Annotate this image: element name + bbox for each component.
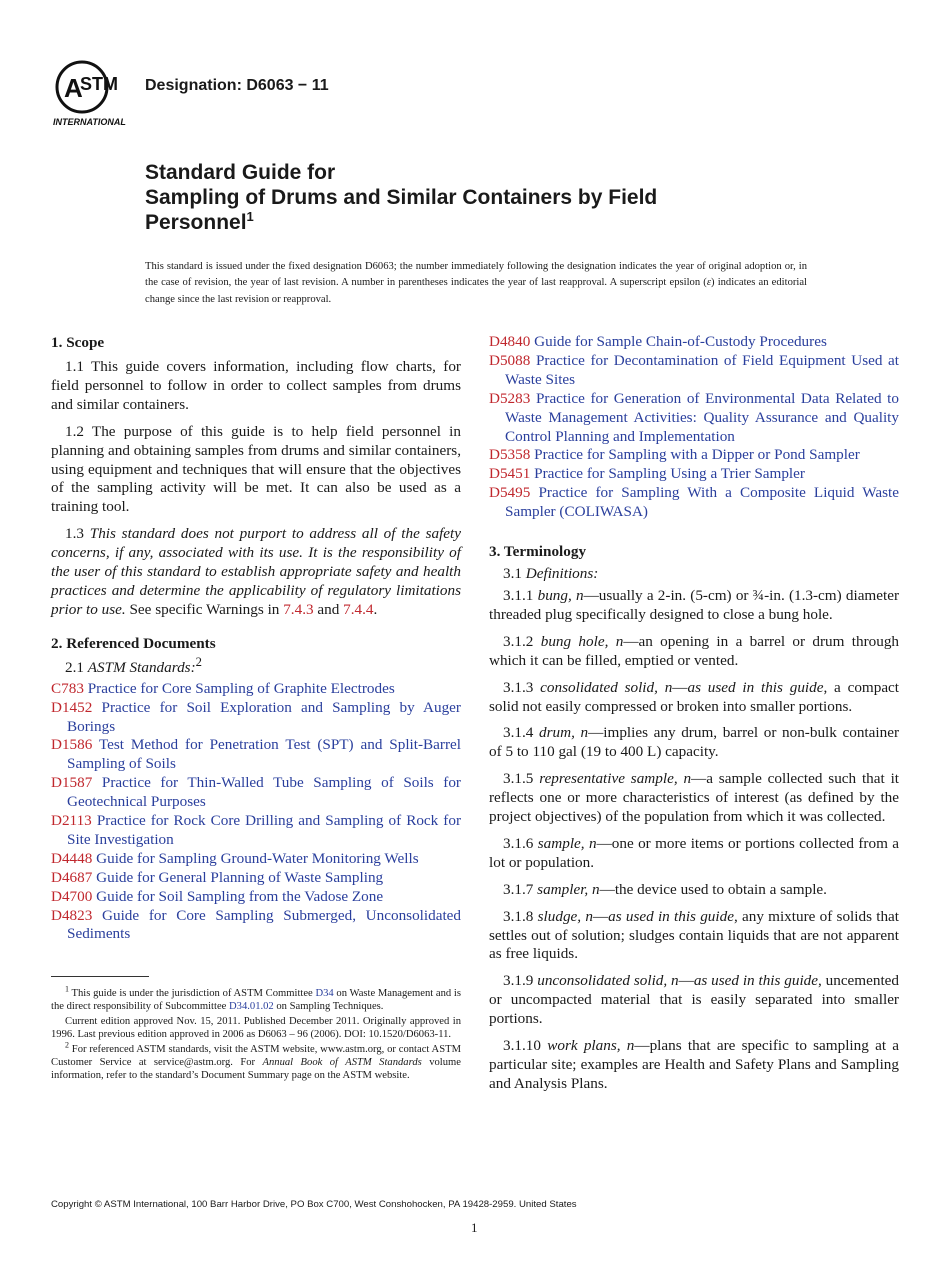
definition-dash: — xyxy=(678,972,694,990)
definition-dash: — xyxy=(596,834,612,852)
left-column xyxy=(51,333,461,944)
scope-1-3 xyxy=(51,525,461,620)
definition-dash: — xyxy=(592,907,609,925)
defs-num: 3.1 xyxy=(503,565,526,583)
reference-item[interactable] xyxy=(489,446,899,465)
reference-code[interactable]: D4448 xyxy=(51,849,93,867)
footnote-1-text-a: This guide is under the jurisdiction of ASTM Committee xyxy=(69,988,316,999)
reference-title[interactable]: Practice for Soil Exploration and Sampling by Auger Borings xyxy=(67,698,461,735)
footnote-2-italic: Annual Book of ASTM Standards xyxy=(262,1057,422,1068)
footnote-1-edition: Current edition approved Nov. 15, 2011. Published December 2011. Originally approved in 1996. Last previous edition approved in 2006 as D6063 – 96 (2006). DOI: 10.1520/D6063-11. xyxy=(51,1016,461,1040)
definition-term: sampler, n xyxy=(537,880,600,898)
definition-text: , uncemented or uncompacted material that is easily separated into smaller portions. xyxy=(489,972,900,1028)
reference-item[interactable] xyxy=(51,680,461,699)
defs-italic: Definitions: xyxy=(525,565,599,583)
notice-epsilon: ε xyxy=(706,277,711,289)
reference-code[interactable]: D5451 xyxy=(489,465,531,483)
reference-item[interactable] xyxy=(51,774,461,812)
definition-term: sample, n xyxy=(537,834,597,852)
reference-code[interactable]: D4840 xyxy=(489,333,531,350)
definition-term: sludge, n xyxy=(537,907,593,925)
reference-title[interactable]: Practice for Sampling With a Composite Liquid Waste Sampler (COLIWASA) xyxy=(505,484,899,521)
reference-code[interactable]: D1587 xyxy=(51,774,93,792)
definition-text: , a compact solid not easily compressed or broken into smaller portions. xyxy=(489,678,900,715)
reference-list-left xyxy=(51,680,461,945)
section-referenced-heading: 2. Referenced Documents xyxy=(51,634,216,652)
footnote-2-marker: 2 xyxy=(65,1040,69,1050)
definition-dash: — xyxy=(583,586,599,604)
definition-list xyxy=(489,587,899,1094)
definition-qualifier: as used in this guide xyxy=(687,678,824,696)
reference-code[interactable]: D5358 xyxy=(489,446,531,464)
reference-title[interactable]: Guide for Core Sampling Submerged, Unconsolidated Sediments xyxy=(67,906,461,943)
reference-title[interactable]: Guide for General Planning of Waste Sampling xyxy=(92,868,384,886)
definition-dash: — xyxy=(672,678,688,696)
definition-term: work plans, n xyxy=(547,1037,635,1055)
definition-item xyxy=(489,587,899,625)
definition-dash: — xyxy=(599,880,615,898)
definition-qualifier: as used in this guide xyxy=(608,907,734,925)
reference-item[interactable] xyxy=(51,888,461,907)
footnote-1-text-c: on Sampling Techniques. xyxy=(273,1001,384,1012)
definition-number: 3.1.5 xyxy=(503,770,540,788)
definition-item xyxy=(489,835,899,873)
page-title xyxy=(145,160,785,235)
reference-item[interactable] xyxy=(489,484,899,522)
scope-1-1: 1.1 This guide covers information, including flow charts, for field personnel to follow in order to collect samples from drums and similar containers. xyxy=(51,358,461,413)
astm-logo xyxy=(50,57,136,131)
definition-item xyxy=(489,679,899,717)
warning-link-7-4-4[interactable]: 7.4.4 xyxy=(343,600,374,618)
issuance-notice xyxy=(145,259,807,308)
definition-number: 3.1.7 xyxy=(503,880,538,898)
definition-term: representative sample, n xyxy=(539,770,692,788)
footnote-1 xyxy=(51,984,461,1013)
definition-number: 3.1.9 xyxy=(503,972,538,990)
definition-text: the device used to obtain a sample. xyxy=(614,880,827,898)
definition-number: 3.1.8 xyxy=(503,907,538,925)
definition-term: bung, n xyxy=(537,586,584,604)
committee-link[interactable]: D34 xyxy=(315,988,334,999)
footnote-1-marker: 1 xyxy=(65,984,69,994)
reference-title[interactable]: Practice for Sampling with a Dipper or Pond Sampler xyxy=(530,446,860,464)
reference-title[interactable]: Guide for Sample Chain-of-Custody Procedures xyxy=(530,333,827,350)
definition-dash: — xyxy=(588,724,604,742)
reference-title[interactable]: Practice for Rock Core Drilling and Sampling of Rock for Site Investigation xyxy=(67,812,461,848)
definition-qualifier: as used in this guide xyxy=(693,972,818,990)
definition-number: 3.1.1 xyxy=(503,586,538,604)
subcommittee-link[interactable]: D34.01.02 xyxy=(229,1001,274,1012)
title-line-3-text: Personnel xyxy=(145,211,247,234)
definition-term: unconsolidated solid, n xyxy=(537,972,679,990)
reference-item[interactable] xyxy=(51,869,461,888)
definition-text: plans that are specific to sampling at a particular site; examples are Health and Safety Plans and Sampling and Analysis Plans. xyxy=(489,1037,900,1092)
scope-1-3-end: . xyxy=(373,600,378,618)
reference-code[interactable]: D1586 xyxy=(51,736,93,754)
definition-dash: — xyxy=(634,1037,650,1055)
section-scope-heading: 1. Scope xyxy=(51,334,105,351)
footnote-2 xyxy=(51,1040,461,1082)
definition-text: implies any drum, barrel or non-bulk container of 5 to 110 gal (19 to 400 L) capacity. xyxy=(489,724,899,761)
title-footnote-marker[interactable]: 1 xyxy=(246,209,254,224)
footnote-2-text-a: For referenced ASTM standards, visit the ASTM website, www.astm.org, or contact ASTM Customer Service at service@astm.org. For xyxy=(51,1044,461,1068)
definition-text: , any mixture of solids that settles out of solution; sludges contain liquids that are not apparent as free liquids. xyxy=(489,907,900,963)
definition-number: 3.1.10 xyxy=(503,1037,548,1055)
reference-code[interactable]: D4823 xyxy=(51,906,93,924)
logo-letter-a: A xyxy=(64,73,83,103)
scope-1-3-and: and xyxy=(313,600,344,618)
reference-item[interactable] xyxy=(489,465,899,484)
footnote-divider xyxy=(51,976,149,977)
reference-item[interactable] xyxy=(489,390,899,447)
right-column xyxy=(489,333,899,1102)
copyright-notice: Copyright © ASTM International, 100 Barr Harbor Drive, PO Box C700, West Conshohocken, PA 19428-2959. United States xyxy=(51,1199,577,1210)
logo-letters-stm: STM xyxy=(80,74,118,94)
definition-item xyxy=(489,770,899,827)
definition-item xyxy=(489,881,899,900)
reference-code[interactable]: D4700 xyxy=(51,887,93,905)
definition-number: 3.1.3 xyxy=(503,678,541,696)
reference-code[interactable]: D5495 xyxy=(489,484,531,502)
notice-text-2: ) indicates an editorial change since the last revision or reapproval. xyxy=(145,277,807,305)
definition-item xyxy=(489,908,899,965)
intro-num: 2.1 xyxy=(65,658,88,676)
reference-code[interactable]: D4687 xyxy=(51,868,93,886)
title-line-2: Sampling of Drums and Similar Containers by Field xyxy=(145,186,658,209)
reference-item[interactable] xyxy=(51,812,461,850)
reference-list-right xyxy=(489,333,899,522)
designation: Designation: D6063 − 11 xyxy=(145,77,329,94)
definition-text: a sample collected such that it reflects one or more characteristics of interest (as defined by the project objectives) of the population from which it was collected. xyxy=(489,770,900,826)
definition-item xyxy=(489,724,899,762)
definition-text: one or more items or portions collected from a lot or population. xyxy=(489,834,900,871)
reference-item[interactable] xyxy=(489,352,899,390)
footnotes xyxy=(51,984,461,1084)
scope-1-2: 1.2 The purpose of this guide is to help field personnel in planning and obtaining samples from drums and similar containers, using equipment and techniques that will ensure that the objectives of the sampling activity will be met. It can also be used as a training tool. xyxy=(51,422,461,516)
definition-item xyxy=(489,633,899,671)
footnote-marker-2[interactable]: 2 xyxy=(195,654,202,669)
definitions-intro xyxy=(489,565,899,584)
logo-word: INTERNATIONAL xyxy=(53,117,126,127)
scope-1-3-rest: See specific Warnings in xyxy=(125,600,284,618)
definition-number: 3.1.4 xyxy=(503,724,540,742)
page-number: 1 xyxy=(471,1220,478,1235)
reference-item[interactable] xyxy=(51,850,461,869)
reference-code[interactable]: D1452 xyxy=(51,698,93,716)
definition-term: drum, n xyxy=(539,724,589,742)
astm-standards-intro xyxy=(51,654,461,678)
definition-dash: — xyxy=(623,632,639,650)
reference-title[interactable]: Test Method for Penetration Test (SPT) and Split-Barrel Sampling of Soils xyxy=(67,736,461,773)
definition-term: consolidated solid, n xyxy=(540,678,673,696)
definition-term: bung hole, n xyxy=(540,632,624,650)
title-line-1: Standard Guide for xyxy=(145,161,336,184)
title-line-3 xyxy=(145,210,785,235)
reference-item[interactable] xyxy=(51,907,461,945)
reference-title[interactable]: Practice for Decontamination of Field Equipment Used at Waste Sites xyxy=(505,351,899,388)
reference-title[interactable]: Guide for Soil Sampling from the Vadose Zone xyxy=(92,887,384,905)
footnote-2-text-b: volume information, refer to the standard’s Document Summary page on the ASTM website. xyxy=(51,1057,461,1081)
definition-text: usually a 2-in. (5-cm) or ¾-in. (1.3-cm) diameter threaded plug specifically designed to close a bung hole. xyxy=(489,586,900,623)
definition-dash: — xyxy=(691,770,707,788)
footnote-1-text-b: on Waste Management and is the direct responsibility of Subcommittee xyxy=(51,988,461,1012)
reference-item[interactable] xyxy=(51,699,461,737)
reference-title[interactable]: Guide for Sampling Ground-Water Monitoring Wells xyxy=(92,849,419,867)
intro-italic: ASTM Standards: xyxy=(87,658,196,676)
reference-item[interactable] xyxy=(51,736,461,774)
scope-1-3-num: 1.3 xyxy=(65,525,90,543)
reference-code[interactable]: C783 xyxy=(51,679,84,697)
definition-text: an opening in a barrel or drum through which it can be filled, emptied or vented. xyxy=(489,632,900,669)
reference-code[interactable]: D5088 xyxy=(489,351,531,369)
notice-text-1: This standard is issued under the fixed designation D6063; the number immediately following the designation indicates the year of original adoption or, in the case of revision, the year of last revision. A number in parentheses indicates the year of last reapproval. A superscript epsilon ( xyxy=(145,261,807,289)
reference-code[interactable]: D2113 xyxy=(51,812,92,830)
definition-item xyxy=(489,972,899,1029)
reference-item[interactable] xyxy=(489,333,899,352)
reference-title[interactable]: Practice for Generation of Environmental Data Related to Waste Management Activities: Quality Assurance and Quality Control Planning and Implementation xyxy=(505,389,899,445)
reference-code[interactable]: D5283 xyxy=(489,389,531,407)
definition-number: 3.1.2 xyxy=(503,632,541,650)
definition-number: 3.1.6 xyxy=(503,834,538,852)
section-terminology-heading: 3. Terminology xyxy=(489,543,587,561)
safety-caveat: This standard does not purport to address all of the safety concerns, if any, associated with its use. It is the responsibility of the user of this standard to establish appropriate safety and health practices and determine the applicability of regulatory limitations prior to use. xyxy=(51,525,461,618)
reference-title[interactable]: Practice for Thin-Walled Tube Sampling of Soils for Geotechnical Purposes xyxy=(67,774,461,811)
reference-title[interactable]: Practice for Sampling Using a Trier Sampler xyxy=(530,465,805,483)
warning-link-7-4-3[interactable]: 7.4.3 xyxy=(283,600,314,618)
reference-title[interactable]: Practice for Core Sampling of Graphite Electrodes xyxy=(83,679,395,697)
definition-item xyxy=(489,1037,899,1094)
